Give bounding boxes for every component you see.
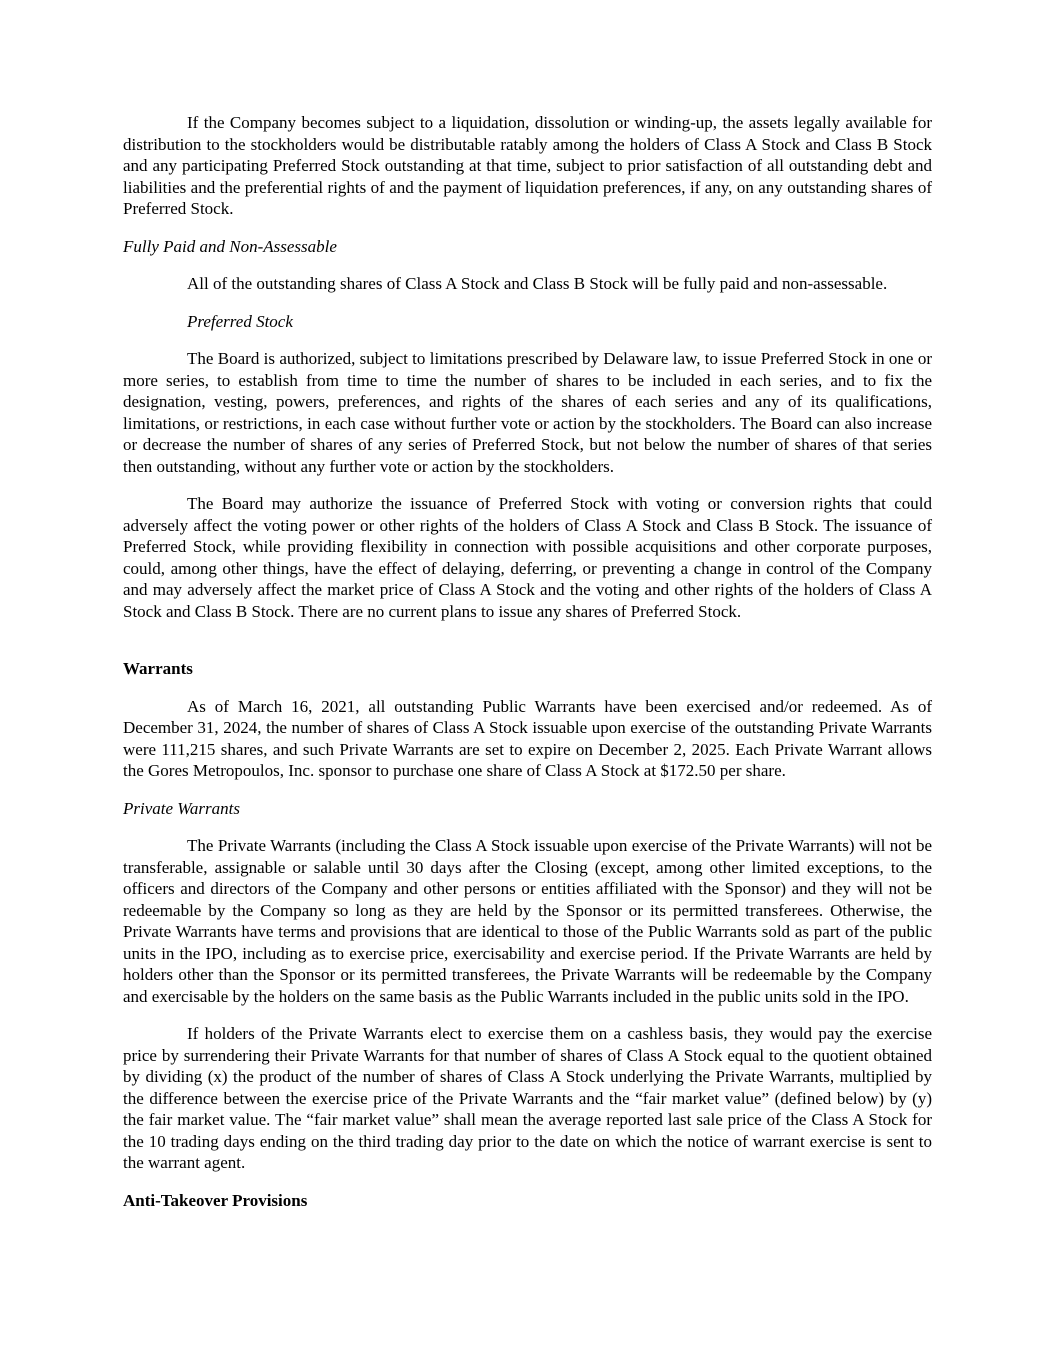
paragraph-liquidation-distribution: If the Company becomes subject to a liquidation, dissolution or winding-up, the assets legally available for distribution to the stockholders would be distributable ratably among the holders of Class A Stock and Class B Stock and any participating Preferred Stock outstanding at that time, subject to prior satisfaction of all outstanding debt and liabilities and the preferential rights of and the payment of liquidation preferences, if any, on any outstanding shares of Preferred Stock. [123, 113, 932, 218]
section-heading-fully-paid-and-non-assessable: Fully Paid and Non-Assessable [123, 236, 337, 256]
paragraph-warrants-outstanding: As of March 16, 2021, all outstanding Public Warrants have been exercised and/or redeemed. As of December 31, 2024, the number of shares of Class A Stock issuable upon exercise of the outstanding Private Warrants were 111,215 shares, and such Private Warrants are set to expire on December 2, 2025. Each Private Warrant allows the Gores Metropoulos, Inc. sponsor to purchase one share of Class A Stock at $172.50 per share. [123, 696, 932, 780]
paragraph-fully-paid-statement: All of the outstanding shares of Class A Stock and Class B Stock will be fully paid and non-assessable. [187, 274, 888, 293]
section-heading-private-warrants: Private Warrants [123, 798, 240, 818]
section-heading-preferred-stock: Preferred Stock [187, 311, 293, 331]
paragraph-private-warrants-terms: The Private Warrants (including the Class A Stock issuable upon exercise of the Private Warrants) will not be transferable, assignable or salable until 30 days after the Closing (except, among other limited exceptions, to the officers and directors of the Company and other persons or entities affiliated with the Sponsor) and they will not be redeemable by the Company so long as they are held by the Sponsor or its permitted transferees. Otherwise, the Private Warrants have terms and provisions that are identical to those of the Public Warrants sold as part of the public units in the IPO, including as to exercise price, exercisability and exercise period. If the Private Warrants are held by holders other than the Sponsor or its permitted transferees, the Private Warrants will be redeemable by the Company and exercisable by the holders on the same basis as the Public Warrants included in the public units sold in the IPO. [123, 836, 932, 1006]
paragraph-cashless-exercise: If holders of the Private Warrants elect to exercise them on a cashless basis, they would pay the exercise price by surrendering their Private Warrants for that number of shares of Class A Stock equal to the quotient obtained by dividing (x) the product of the number of shares of Class A Stock underlying the Private Warrants, multiplied by the difference between the exercise price of the Private Warrants and the “fair market value” (defined below) by (y) the fair market value. The “fair market value” shall mean the average reported last sale price of the Class A Stock for the 10 trading days ending on the third trading day prior to the date on which the notice of warrant exercise is sent to the warrant agent. [123, 1024, 932, 1172]
paragraph-board-may-authorize-issuance: The Board may authorize the issuance of Preferred Stock with voting or conversion rights that could adversely affect the voting power or other rights of the holders of Class A Stock and Class B Stock. The issuance of Preferred Stock, while providing flexibility in connection with possible acquisitions and other corporate purposes, could, among other things, have the effect of delaying, deferring, or preventing a change in control of the Company and may adversely affect the market price of Class A Stock and the voting and other rights of the holders of Class A Stock and Class B Stock. There are no current plans to issue any shares of Preferred Stock. [123, 494, 932, 621]
section-heading-warrants: Warrants [123, 659, 193, 678]
section-heading-anti-takeover-provisions: Anti-Takeover Provisions [123, 1190, 308, 1210]
paragraph-board-authorized-preferred-stock: The Board is authorized, subject to limitations prescribed by Delaware law, to issue Preferred Stock in one or more series, to establish from time to time the number of shares to be included in each series, and to fix the designation, vesting, powers, preferences, and rights of the shares of each series and any of its qualifications, limitations, or restrictions, in each case without further vote or action by the stockholders. The Board can also increase or decrease the number of shares of any series of Preferred Stock, but not below the number of shares of that series then outstanding, without any further vote or action by the stockholders. [123, 349, 932, 476]
